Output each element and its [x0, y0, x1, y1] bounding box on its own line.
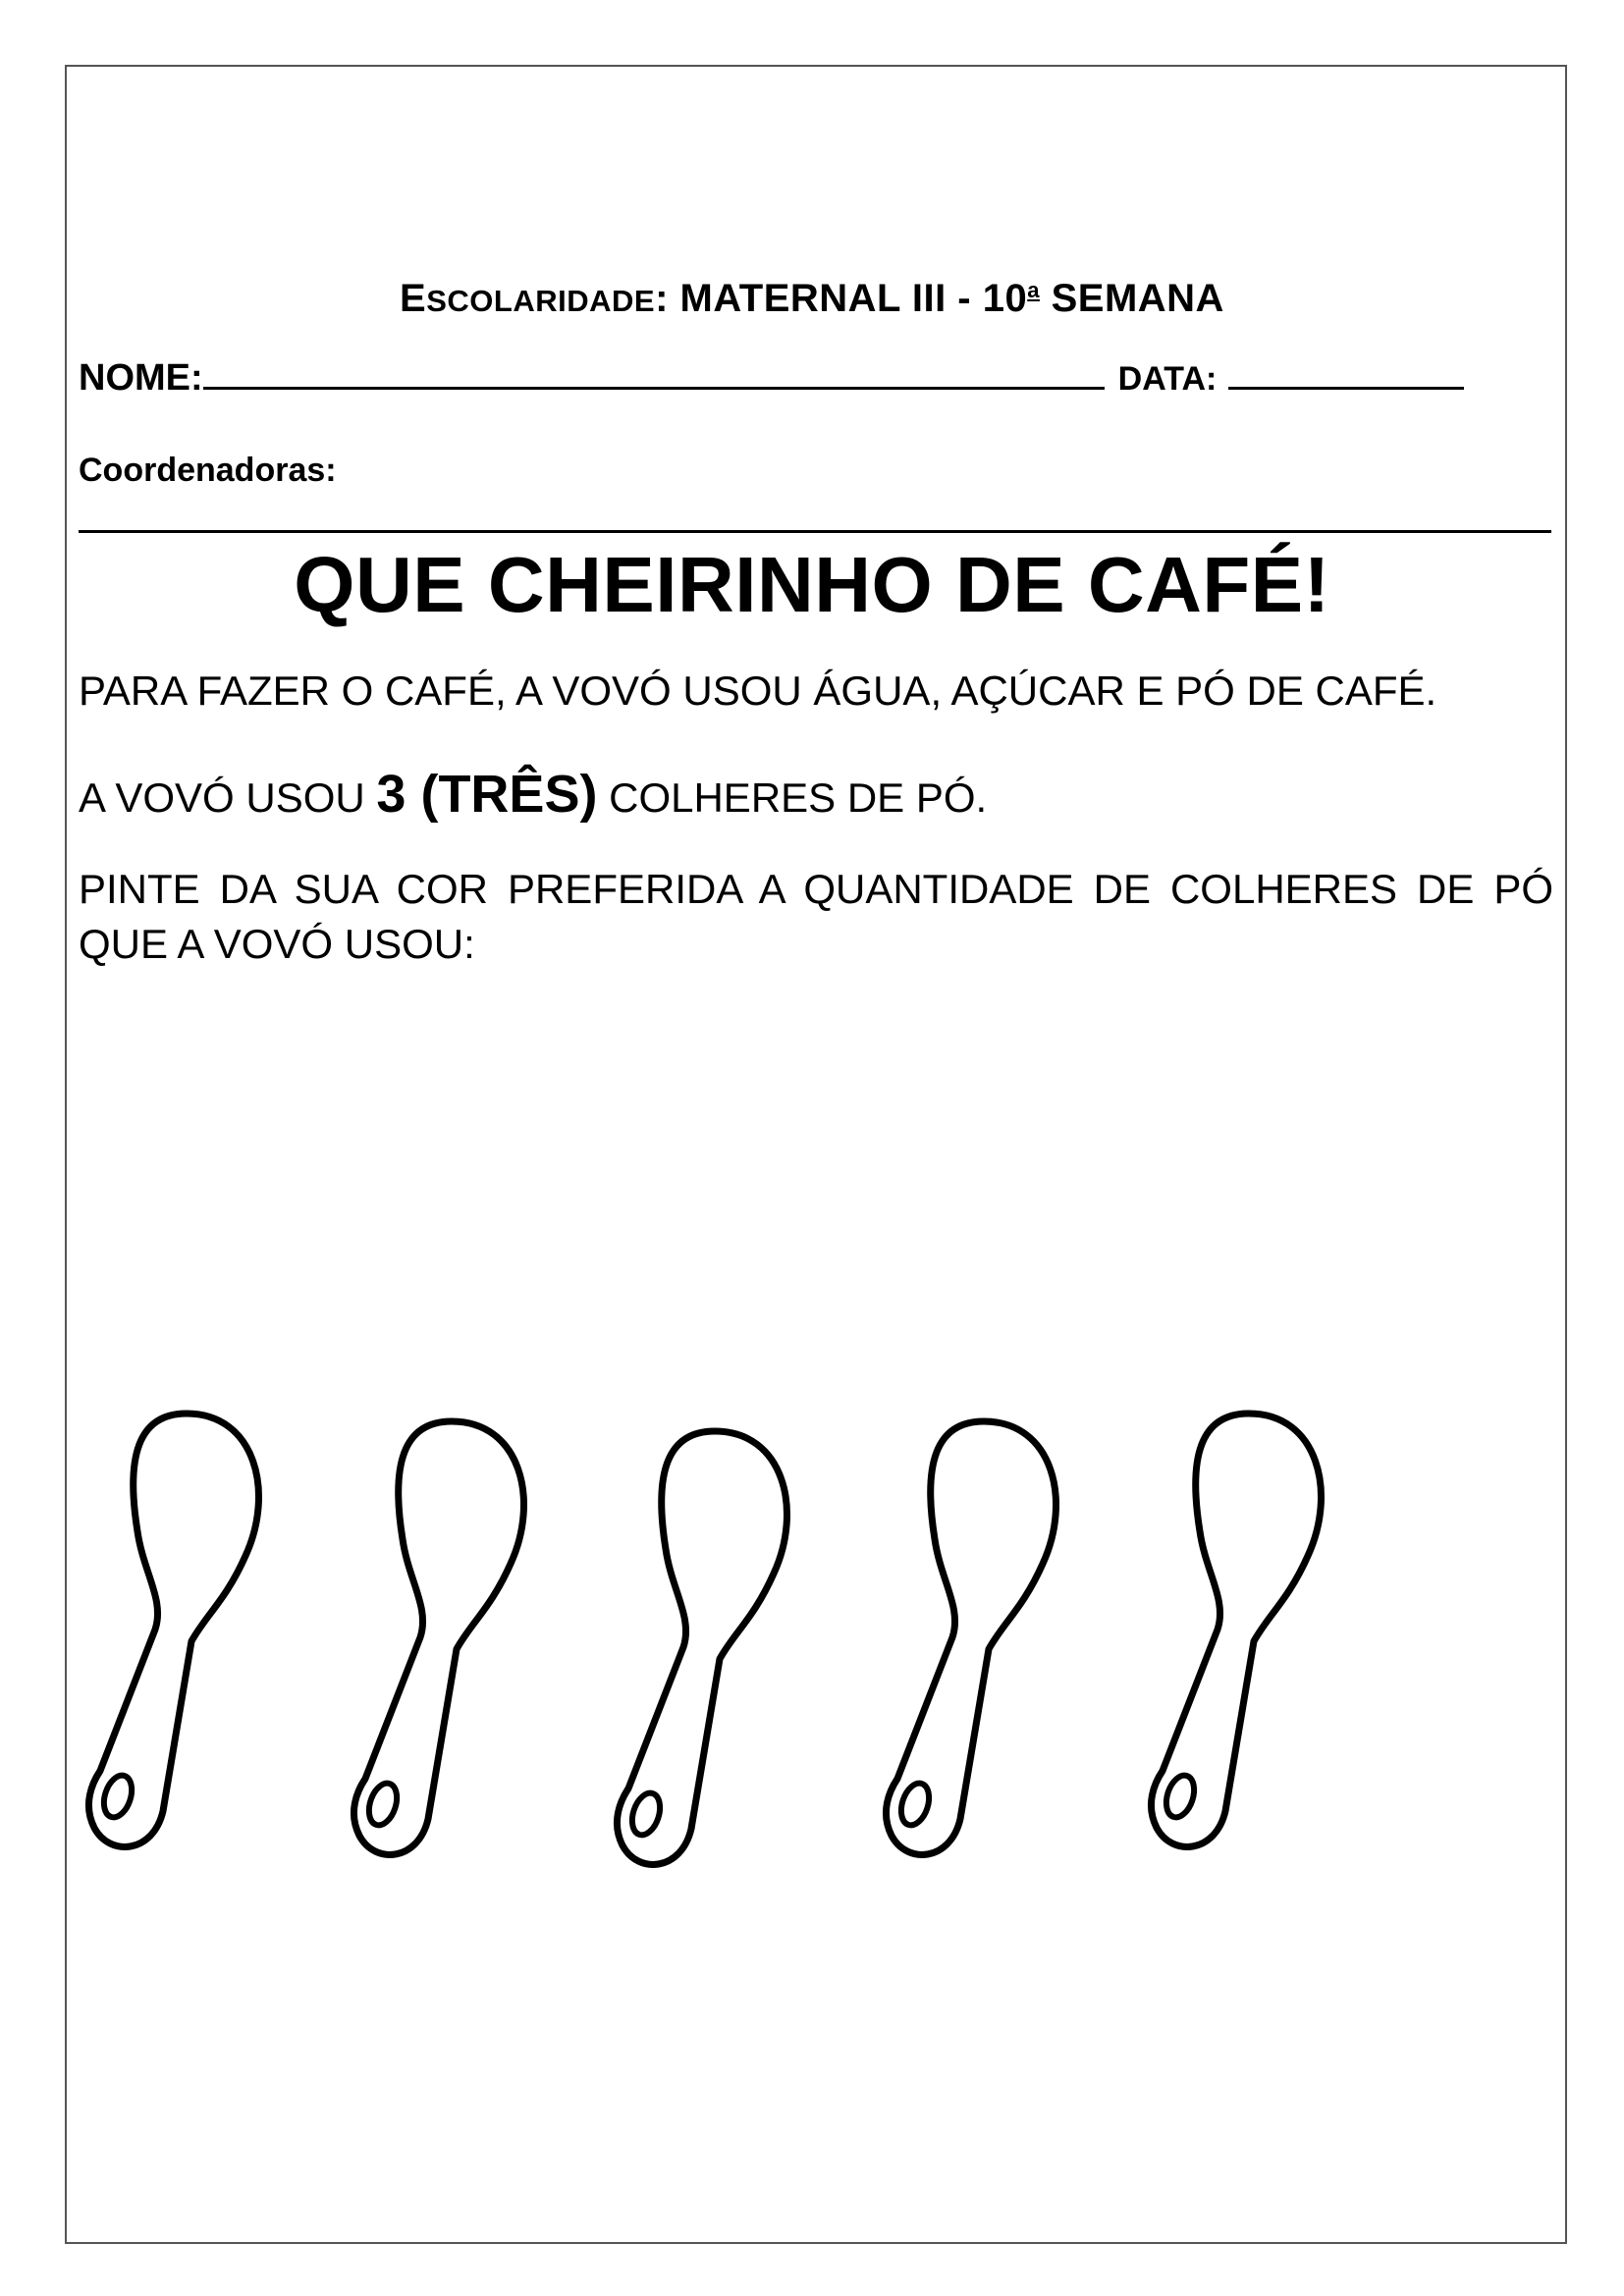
date-label: DATA:	[1117, 360, 1218, 398]
separator-line	[79, 530, 1551, 533]
paragraph-spoon-count: A VOVÓ USOU 3 (TRÊS) COLHERES DE PÓ.	[79, 765, 988, 824]
school-level-heading: ESCOLARIDADE: MATERNAL III - 10$^a$ SEMANA	[400, 277, 1224, 320]
name-label: NOME:	[79, 357, 203, 399]
name-date-row	[79, 355, 1492, 400]
paragraph-instruction: PINTE DA SUA COR PREFERIDA A QUANTIDADE DE COLHERES DE PÓ QUE A VOVÓ USOU:	[79, 866, 1553, 967]
spoons-group	[0, 1256, 1624, 1885]
spoon-icon[interactable]	[88, 1414, 258, 1846]
name-field-line[interactable]	[203, 355, 1105, 390]
paragraph-ingredients: PARA FAZER O CAFÉ, A VOVÓ USOU ÁGUA, AÇÚCAR E PÓ DE CAFÉ.	[79, 667, 1437, 714]
page-title: QUE CHEIRINHO DE CAFÉ!	[294, 541, 1330, 628]
spoon-icon[interactable]	[353, 1421, 523, 1854]
highlight-number: 3 (TRÊS)	[376, 765, 598, 824]
spoon-icon[interactable]	[886, 1421, 1056, 1854]
coordinators-label: Coordenadoras:	[79, 452, 337, 489]
spoon-icon[interactable]	[1151, 1414, 1321, 1846]
date-field-line[interactable]	[1228, 355, 1464, 390]
level-text: MATERNAL III - 10	[679, 277, 1028, 320]
spoon-icon[interactable]	[617, 1431, 786, 1864]
